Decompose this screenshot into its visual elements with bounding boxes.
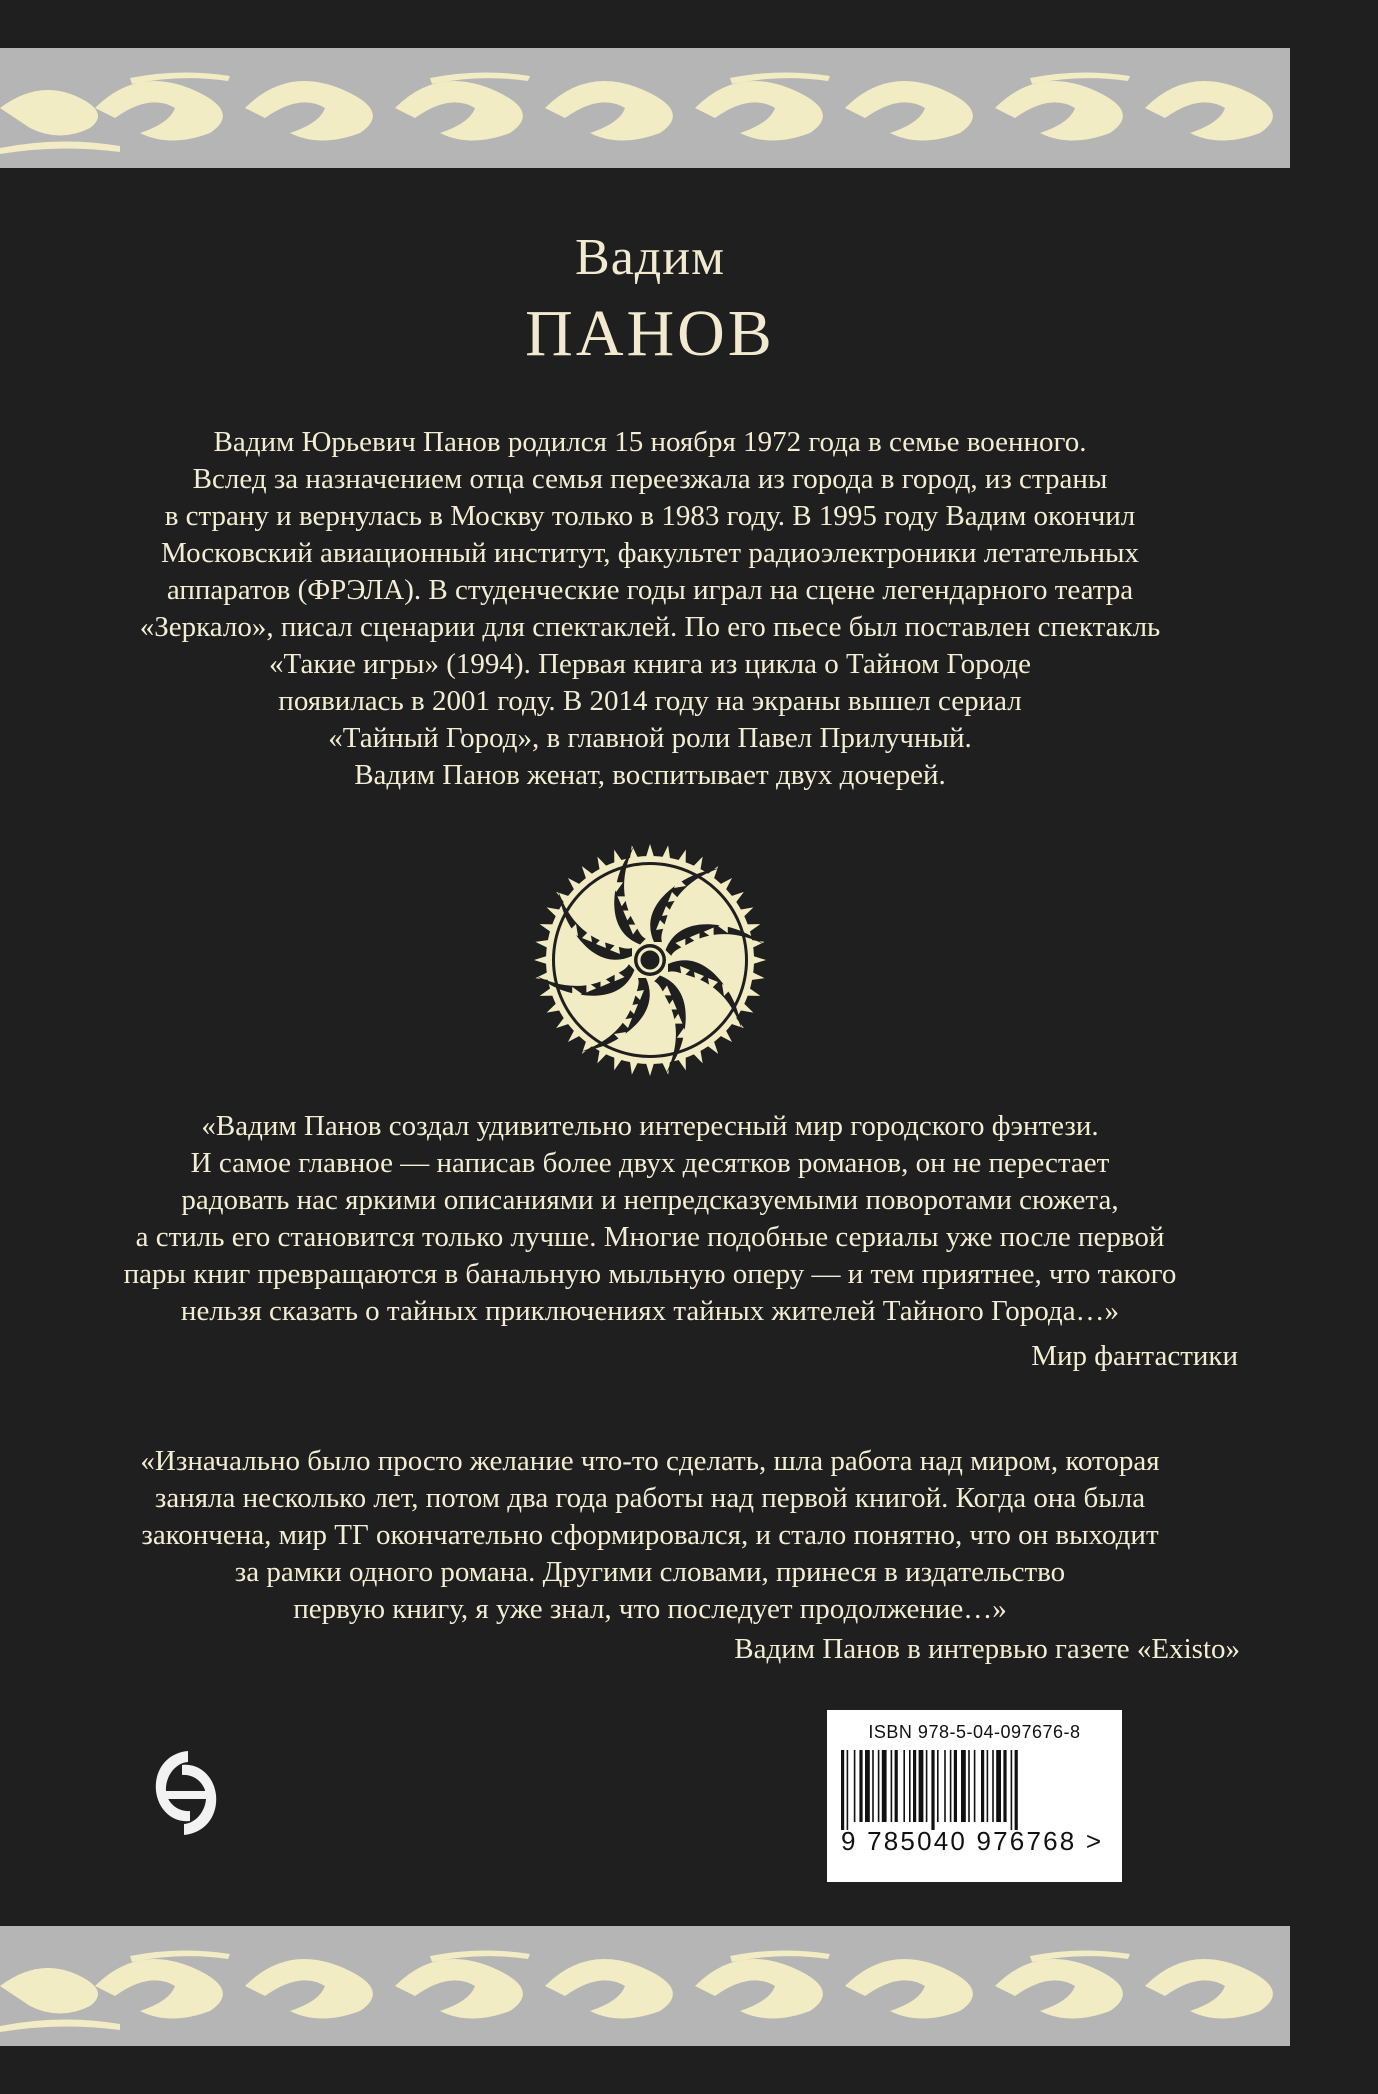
top-decorative-band [0,48,1290,168]
bio-line: Вадим Юрьевич Панов родился 15 ноября 1972 года в семье военного. [213,426,1087,458]
author-biography [40,424,1260,794]
bio-line: Вадим Панов женат, воспитывает двух дочерей. [354,759,946,791]
quote-line: И самое главное — написав более двух десятков романов, он не перестает [190,1147,1110,1179]
isbn-number: ISBN 978-5-04-097676-8 [868,1722,1081,1742]
bio-line: Московский авиационный институт, факультет радиоэлектроники летательных [161,537,1139,569]
author-first-name: Вадим [575,229,725,286]
isbn-barcode [827,1710,1122,1882]
quote-line: заняла несколько лет, потом два года работы над первой книгой. Когда она была [154,1482,1146,1514]
quote-1-attribution: Мир фантастики [1031,1340,1238,1372]
quote-line: «Изначально было просто желание что-то сделать, шла работа над миром, которая [140,1445,1160,1477]
bio-line: «Такие игры» (1994). Первая книга из цикла о Тайном Городе [269,648,1031,680]
barcode-digits: 9 785040 976768 > [841,1826,1104,1856]
interview-quote-2 [40,1443,1260,1628]
bio-line: аппаратов (ФРЭЛА). В студенческие годы играл на сцене легендарного театра [166,574,1134,606]
bio-line: «Зеркало», писал сценарии для спектаклей. По его пьесе был поставлен спектакль [139,611,1161,643]
bio-line: Вслед за назначением отца семья переезжала из города в город, из страны [192,463,1108,495]
quote-line: за рамки одного романа. Другими словами, принеся в издательство [234,1556,1066,1588]
bottom-decorative-band [0,1926,1290,2046]
bio-line: появилась в 2001 году. В 2014 году на экраны вышел сериал [278,685,1022,717]
bio-line: «Тайный Город», в главной роли Павел Прилучный. [328,722,972,754]
quote-line: нельзя сказать о тайных приключениях тайных жителей Тайного Города…» [180,1295,1120,1327]
eksmo-logo-icon [148,1745,224,1841]
quote-2-attribution: Вадим Панов в интервью газете «Existo» [734,1633,1240,1665]
quote-line: «Вадим Панов создал удивительно интересный мир городского фэнтези. [201,1110,1099,1142]
sun-wheel-icon [530,840,770,1080]
quote-line: пары книг превращаются в банальную мыльную оперу — и тем приятнее, что такого [123,1258,1177,1290]
quote-line: первую книгу, я уже знал, что последует продолжение…» [293,1593,1007,1625]
author-last-name: ПАНОВ [525,297,775,370]
quote-line: а стиль его становится только лучше. Многие подобные сериалы уже после первой [135,1221,1165,1253]
quote-line: закончена, мир ТГ окончательно сформировался, и стало понятно, что он выходит [141,1519,1159,1551]
review-quote-1 [40,1108,1260,1330]
swirl-pattern-icon [0,1926,1290,2046]
quote-line: радовать нас яркими описаниями и непредсказуемыми поворотами сюжета, [181,1184,1119,1216]
swirl-pattern-icon [0,48,1290,168]
bio-line: в страну и вернулась в Москву только в 1983 году. В 1995 году Вадим окончил [164,500,1136,532]
